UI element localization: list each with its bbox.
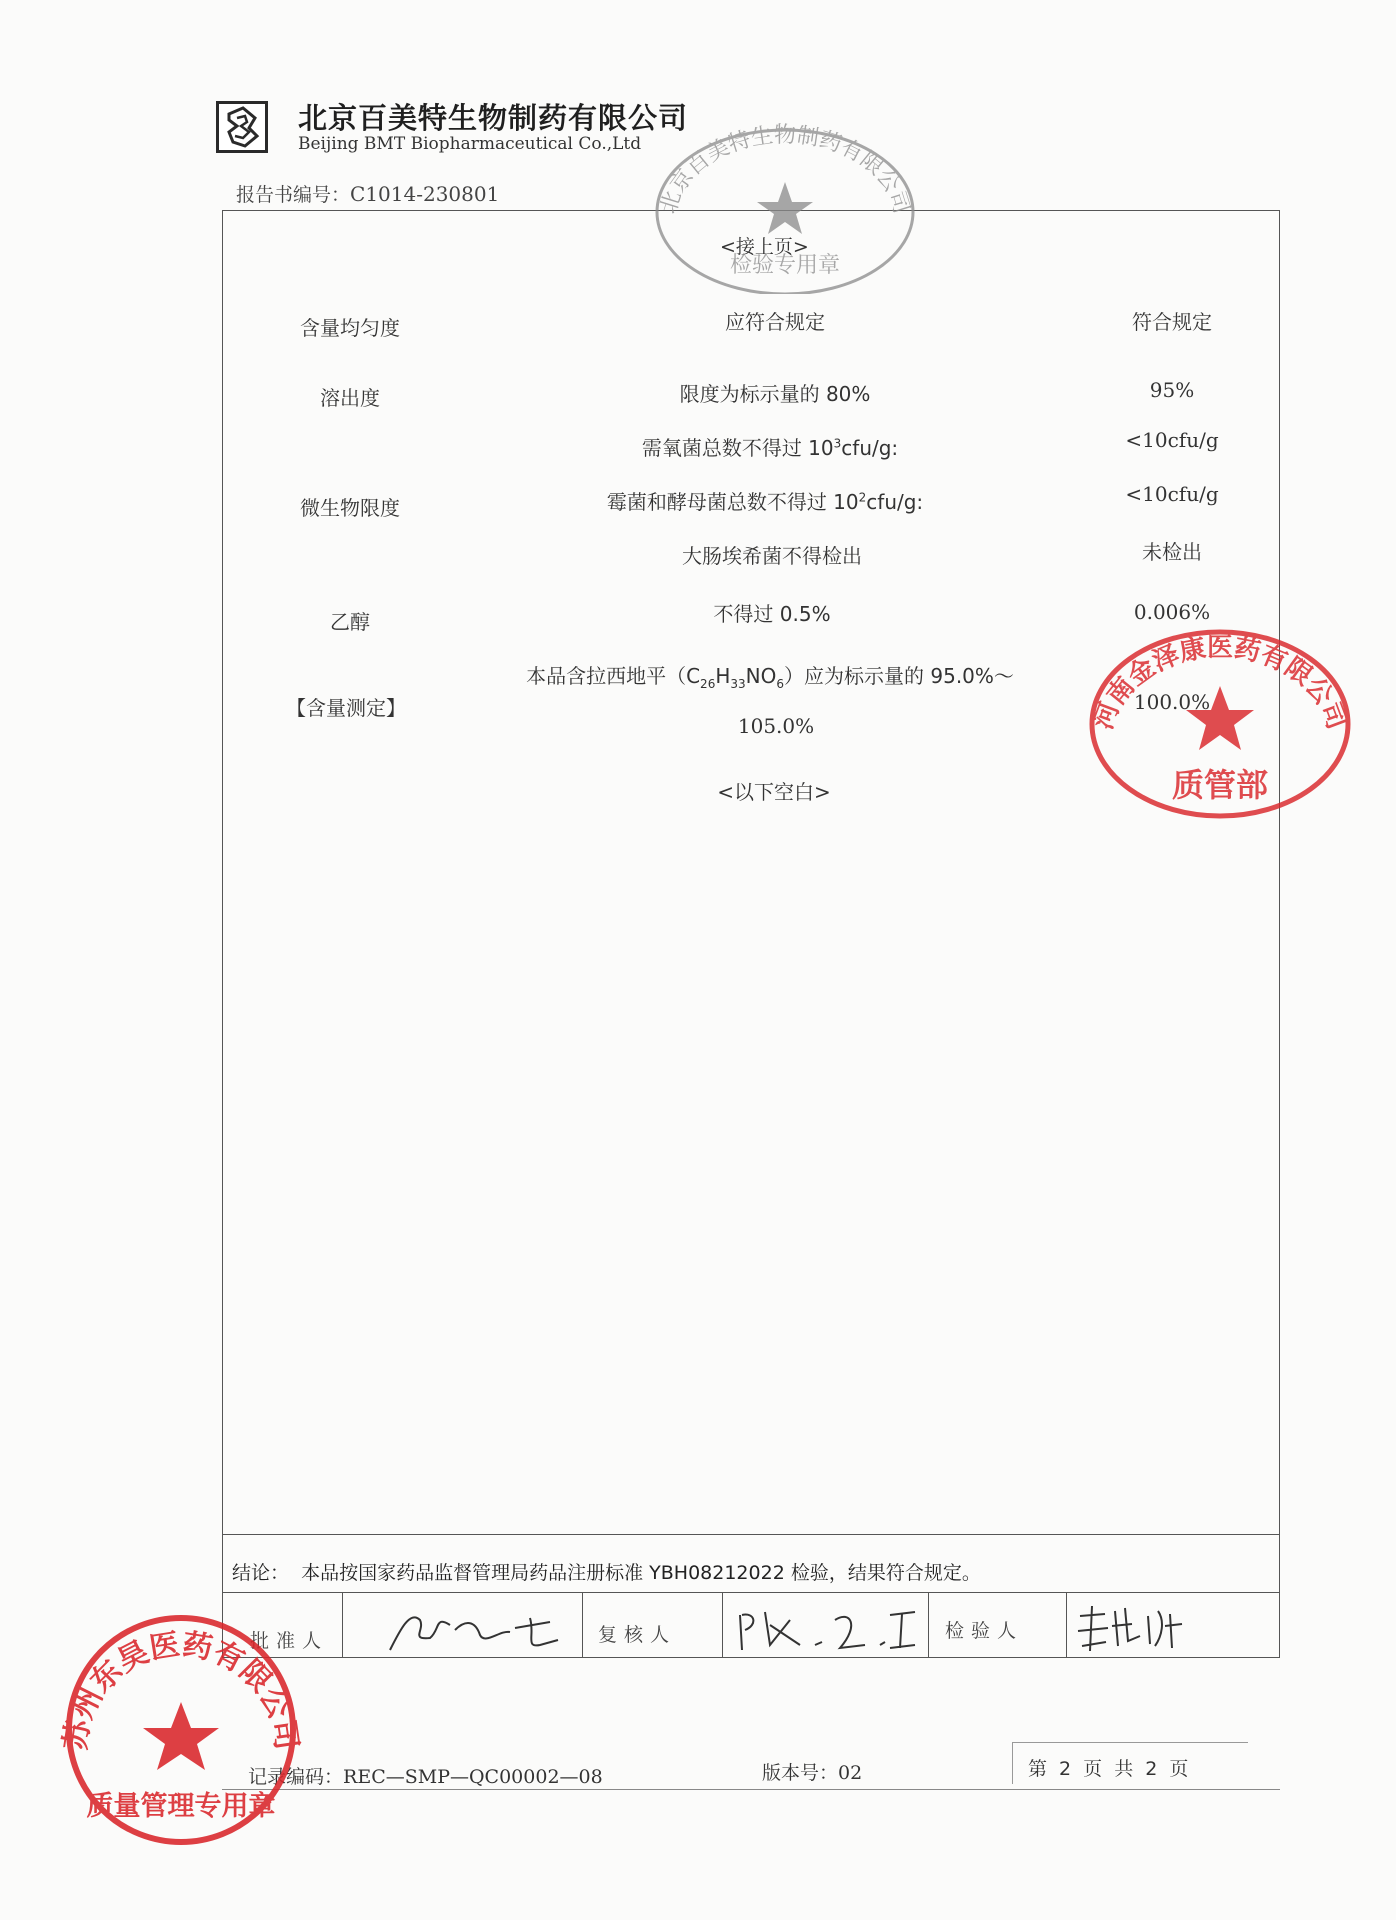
- continued-marker: <接上页>: [720, 236, 809, 258]
- item-content-uniformity: 含量均匀度: [300, 316, 400, 340]
- report-number-label: 报告书编号：: [236, 184, 351, 206]
- version-label: 版本号：: [762, 1762, 839, 1784]
- henan-quality-seal: [1080, 614, 1360, 824]
- item-assay: 【含量测定】: [286, 696, 406, 720]
- mold-exponent: 2: [858, 490, 867, 505]
- assay-text: ）应为标示量的 95.0%～: [784, 664, 1014, 688]
- company-logo: [216, 101, 268, 153]
- version-number: [762, 1758, 862, 1785]
- standard-dissolution: 限度为标示量的 80%: [679, 382, 871, 406]
- approver-label: 批准人: [250, 1630, 329, 1652]
- signature-divider: [722, 1592, 723, 1658]
- blank-below-marker: <以下空白>: [717, 780, 831, 804]
- version-value: 02: [838, 1762, 863, 1784]
- report-frame: [222, 210, 1280, 1658]
- item-ethanol: 乙醇: [330, 610, 370, 634]
- bmt-seal-arc-text: 北京百美特生物制药有限公司: [656, 123, 914, 217]
- bmt-inspection-seal: [640, 104, 930, 294]
- assay-text: NO: [745, 664, 777, 688]
- result-e-coli: 未检出: [1142, 540, 1202, 564]
- record-code-label: 记录编码：: [248, 1766, 344, 1788]
- item-microbial-limit: 微生物限度: [300, 496, 400, 520]
- footer-divider: [222, 1789, 1280, 1790]
- aerobic-text: 需氧菌总数不得过 10: [641, 436, 834, 460]
- standard-assay-upper: 105.0%: [737, 714, 815, 738]
- standard-aerobic-count: [642, 432, 898, 461]
- signature-divider: [1066, 1592, 1067, 1658]
- report-number-value: C1014-230801: [350, 182, 500, 206]
- result-content-uniformity: 符合规定: [1132, 310, 1212, 334]
- result-mold-yeast: <10cfu/g: [1125, 482, 1219, 506]
- aerobic-unit: cfu/g:: [841, 436, 899, 460]
- company-name-en: Beijing BMT Biopharmaceutical Co.,Ltd: [298, 134, 642, 154]
- conclusion-label: 结论：: [232, 1562, 290, 1584]
- result-assay: 100.0%: [1133, 690, 1211, 714]
- signature-divider: [928, 1592, 929, 1658]
- aerobic-exponent: 3: [833, 436, 842, 451]
- inspector-signature: [1070, 1596, 1190, 1658]
- signature-divider: [342, 1592, 343, 1658]
- conclusion: [232, 1558, 981, 1585]
- item-dissolution: 溶出度: [320, 386, 380, 410]
- report-number: [236, 180, 499, 207]
- assay-sub: 26: [700, 677, 716, 691]
- assay-text: H: [715, 664, 731, 688]
- record-code-value: REC—SMP—QC00002—08: [343, 1766, 603, 1788]
- standard-content-uniformity: 应符合规定: [725, 310, 825, 334]
- bmt-logo-icon: [219, 104, 265, 150]
- reviewer-label: 复核人: [598, 1624, 677, 1646]
- page-info: 第 2 页 共 2 页: [1028, 1758, 1192, 1780]
- suzhou-seal-arc-text: 苏州东昊医药有限公司: [58, 1627, 304, 1753]
- suzhou-seal-bottom-text: 质量管理专用章: [86, 1791, 276, 1822]
- mold-unit: cfu/g:: [866, 490, 924, 514]
- inspector-label: 检验人: [945, 1620, 1024, 1642]
- standard-mold-yeast: [607, 486, 923, 515]
- assay-text: 本品含拉西地平（C: [526, 664, 701, 688]
- conclusion-text: 本品按国家药品监督管理局药品注册标准 YBH08212022 检验，结果符合规定。: [301, 1562, 981, 1584]
- suzhou-quality-seal: [56, 1610, 306, 1850]
- result-aerobic-count: <10cfu/g: [1125, 428, 1219, 452]
- result-ethanol: 0.006%: [1133, 600, 1211, 624]
- conclusion-divider: [222, 1534, 1280, 1535]
- standard-e-coli: 大肠埃希菌不得检出: [682, 544, 862, 568]
- assay-sub: 33: [730, 677, 746, 691]
- star-icon: [143, 1702, 219, 1770]
- signature-divider: [582, 1592, 583, 1658]
- mold-text: 霉菌和酵母菌总数不得过 10: [606, 490, 859, 514]
- bmt-seal-bottom-text: 检验专用章: [729, 253, 841, 278]
- company-name-cn: 北京百美特生物制药有限公司: [298, 101, 689, 135]
- standard-ethanol: 不得过 0.5%: [713, 602, 831, 626]
- result-dissolution: 95%: [1149, 378, 1195, 402]
- signature-top-divider: [222, 1592, 1280, 1593]
- standard-assay: [526, 660, 1014, 691]
- approver-signature: [380, 1600, 570, 1660]
- assay-sub: 6: [776, 677, 785, 691]
- reviewer-signature: [730, 1600, 920, 1660]
- henan-seal-bottom-text: 质管部: [1171, 766, 1269, 804]
- star-icon: [757, 182, 813, 234]
- henan-seal-arc-text: 河南金泽康医药有限公司: [1088, 633, 1352, 734]
- star-icon: [1186, 686, 1254, 750]
